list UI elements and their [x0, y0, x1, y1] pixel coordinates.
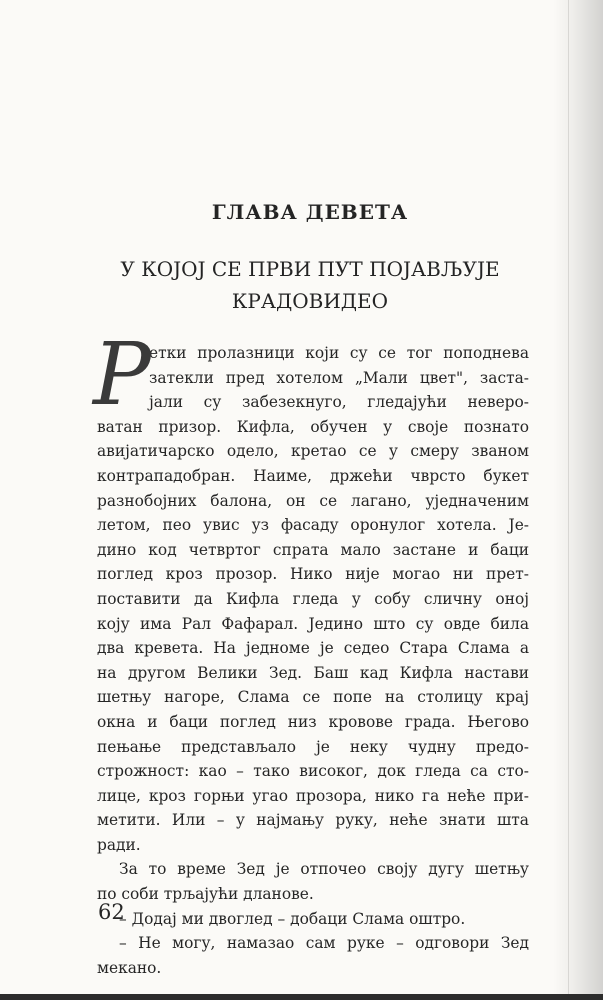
text-line: коју има Рал Фафарал. Једино што су овде била: [97, 614, 529, 633]
text-line: на другом Велики Зед. Баш кад Кифла настави: [97, 663, 529, 682]
chapter-title: ГЛАВА ДЕВЕТА: [211, 200, 409, 224]
text-line: контрападобран. Наиме, држећи чврсто букет: [97, 466, 529, 485]
text-line: ватан призор. Кифла, обучен у своје познато: [97, 417, 529, 436]
text-line: ради.: [97, 835, 141, 854]
text-line: дино код четвртог спрата мало застане и баци: [97, 540, 529, 559]
text-line: поглед кроз прозор. Нико није могао ни прет-: [97, 565, 529, 584]
page-bottom-edge: [0, 994, 603, 1000]
text-line: мекано.: [97, 958, 162, 977]
text-line: лице, кроз горњи угао прозора, нико га неће при-: [97, 786, 529, 805]
text-line: јали су забезекнуго, гледајући неверо-: [149, 393, 529, 412]
chapter-subtitle: [95, 253, 525, 317]
text-line: шетњу нагоре, Слама се попе на столицу крај: [97, 688, 529, 707]
text-line: по соби трљајући дланове.: [97, 885, 314, 904]
text-line: затекли пред хотелом „Мали цвет", заста-: [149, 368, 529, 387]
text-line: – Не могу, намазао сам руке – одговори Зед: [119, 934, 529, 953]
text-line: строжност: као – тако високог, док гледа са сто-: [97, 762, 529, 781]
text-line: – Додај ми двоглед – добаци Слама оштро.: [119, 909, 466, 928]
text-line: поставити да Кифла гледа у собу сличну оној: [97, 589, 529, 608]
chapter-subtitle-line: У КОЈОЈ СЕ ПРВИ ПУТ ПОЈАВЉУЈЕ: [120, 257, 500, 281]
text-line: авијатичарско одело, кретао се у смеру званом: [97, 442, 529, 461]
chapter-body: [93, 325, 529, 980]
spine-shadow: [553, 0, 603, 1000]
text-line: летом, пео увис уз фасаду оронулог хотела. Је-: [97, 516, 529, 535]
page-number: 62: [98, 900, 125, 924]
text-line: метити. Или – у најмању руку, неће знати шта: [97, 811, 529, 830]
text-line: разнобојних балона, он се лагано, уједначеним: [97, 491, 529, 510]
text-line: пењање представљало је неку чудну предо-: [97, 737, 529, 756]
drop-cap-lines: [149, 341, 529, 415]
text-line: окна и баци поглед низ кровове града. Његово: [97, 712, 529, 731]
text-line: етки пролазници који су се тог поподнева: [149, 344, 529, 362]
text-line: два кревета. На једноме је седео Стара Слама а: [97, 639, 529, 658]
spine-line: [568, 0, 569, 1000]
chapter-subtitle-line: КРАДОВИДЕО: [231, 289, 389, 313]
drop-cap: Р: [93, 325, 151, 425]
text-line: За то време Зед је отпочео своју дугу шетњу: [119, 860, 529, 879]
